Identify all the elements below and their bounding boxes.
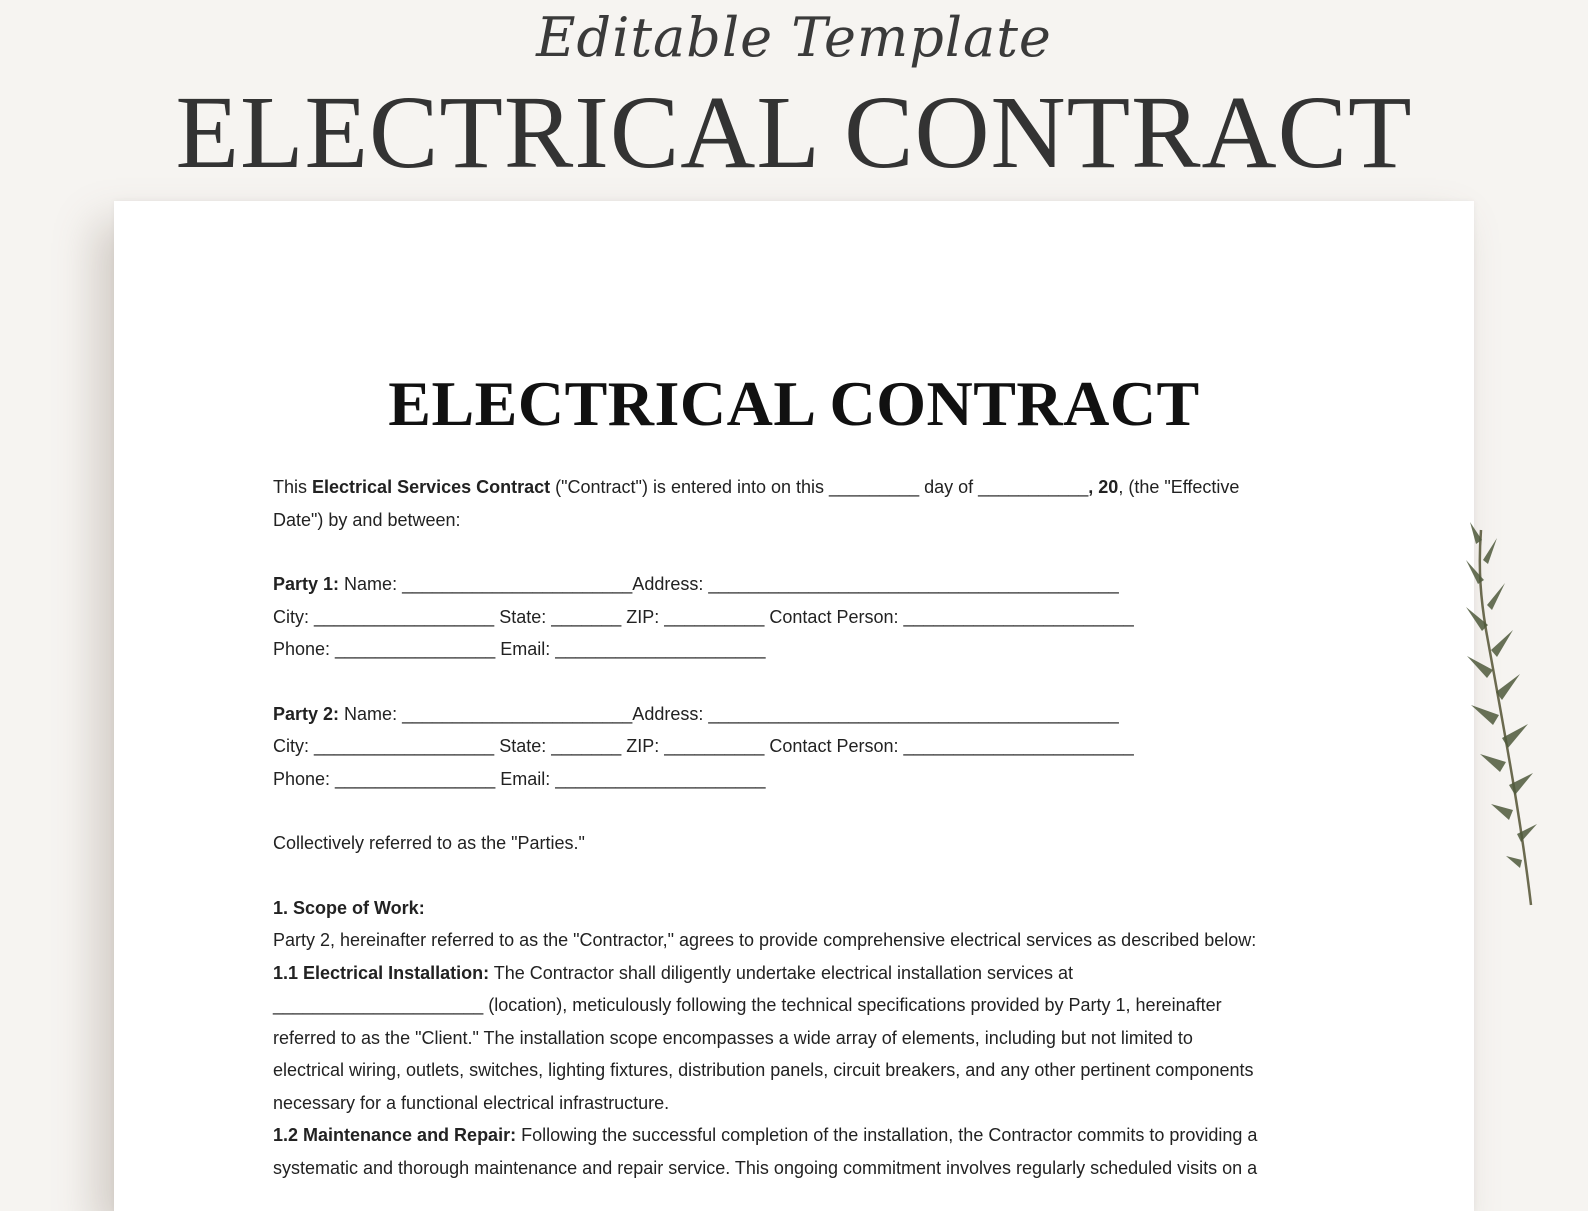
section-1-2-label: 1.2 Maintenance and Repair: bbox=[273, 1125, 517, 1145]
party2-name-address: Party 2: Name: _______________________Address: _________________________________________ bbox=[273, 703, 1119, 724]
section-1-heading: 1. Scope of Work: bbox=[273, 897, 425, 918]
party1-name-address: Party 1: Name: _______________________Address: _________________________________________ bbox=[273, 574, 1119, 594]
section-1-1-label: 1.1 Electrical Installation: bbox=[273, 962, 490, 983]
document-body bbox=[273, 471, 1319, 1184]
script-subtitle: Editable Template bbox=[536, 6, 1052, 69]
collectively-text: Collectively referred to as the "Parties." bbox=[273, 833, 585, 853]
section-1-1-line: _____________________ (location), meticulously following the technical specifications provided by Party 1, hereinafter bbox=[273, 995, 1222, 1015]
party2-label: Party 2: bbox=[273, 703, 340, 724]
section-1-1-line: referred to as the "Client." The installation scope encompasses a wide array of elements, including but not limited to bbox=[273, 1027, 1193, 1048]
section-1-1-line: electrical wiring, outlets, switches, lighting fixtures, distribution panels, circuit breakers, and any other pertinent components bbox=[273, 1060, 1254, 1080]
section-1-2-line: systematic and thorough maintenance and repair service. This ongoing commitment involves regularly scheduled visits on a bbox=[273, 1157, 1258, 1178]
section-1-2-line: 1.2 Maintenance and Repair: Following the successful completion of the installation, the Contractor commits to providing a bbox=[273, 1125, 1258, 1145]
intro-line-1: This Electrical Services Contract ("Contract") is entered into on this _________ day of ___________, 20, (the "Effective bbox=[273, 477, 1240, 497]
banner-title: ELECTRICAL CONTRACT bbox=[175, 75, 1413, 190]
document-title: ELECTRICAL CONTRACT bbox=[388, 368, 1200, 439]
section-1-1-line: 1.1 Electrical Installation: The Contractor shall diligently undertake electrical installation services at bbox=[273, 962, 1074, 983]
party2-phone-line: Phone: ________________ Email: _____________________ bbox=[273, 768, 766, 789]
intro-line-2: Date") by and between: bbox=[273, 509, 461, 530]
document-page bbox=[114, 201, 1474, 1211]
rosemary-sprig-icon bbox=[1436, 520, 1556, 920]
party2-city-line: City: __________________ State: _______ ZIP: __________ Contact Person: _______________________ bbox=[273, 736, 1134, 756]
section-1-1-line: necessary for a functional electrical infrastructure. bbox=[273, 1092, 670, 1113]
section-1-intro: Party 2, hereinafter referred to as the "Contractor," agrees to provide comprehensive electrical services as described below: bbox=[273, 930, 1257, 950]
party1-label: Party 1: bbox=[273, 574, 340, 594]
party1-phone-line: Phone: ________________ Email: _____________________ bbox=[273, 639, 766, 659]
party1-city-line: City: __________________ State: _______ ZIP: __________ Contact Person: _______________________ bbox=[273, 606, 1134, 627]
